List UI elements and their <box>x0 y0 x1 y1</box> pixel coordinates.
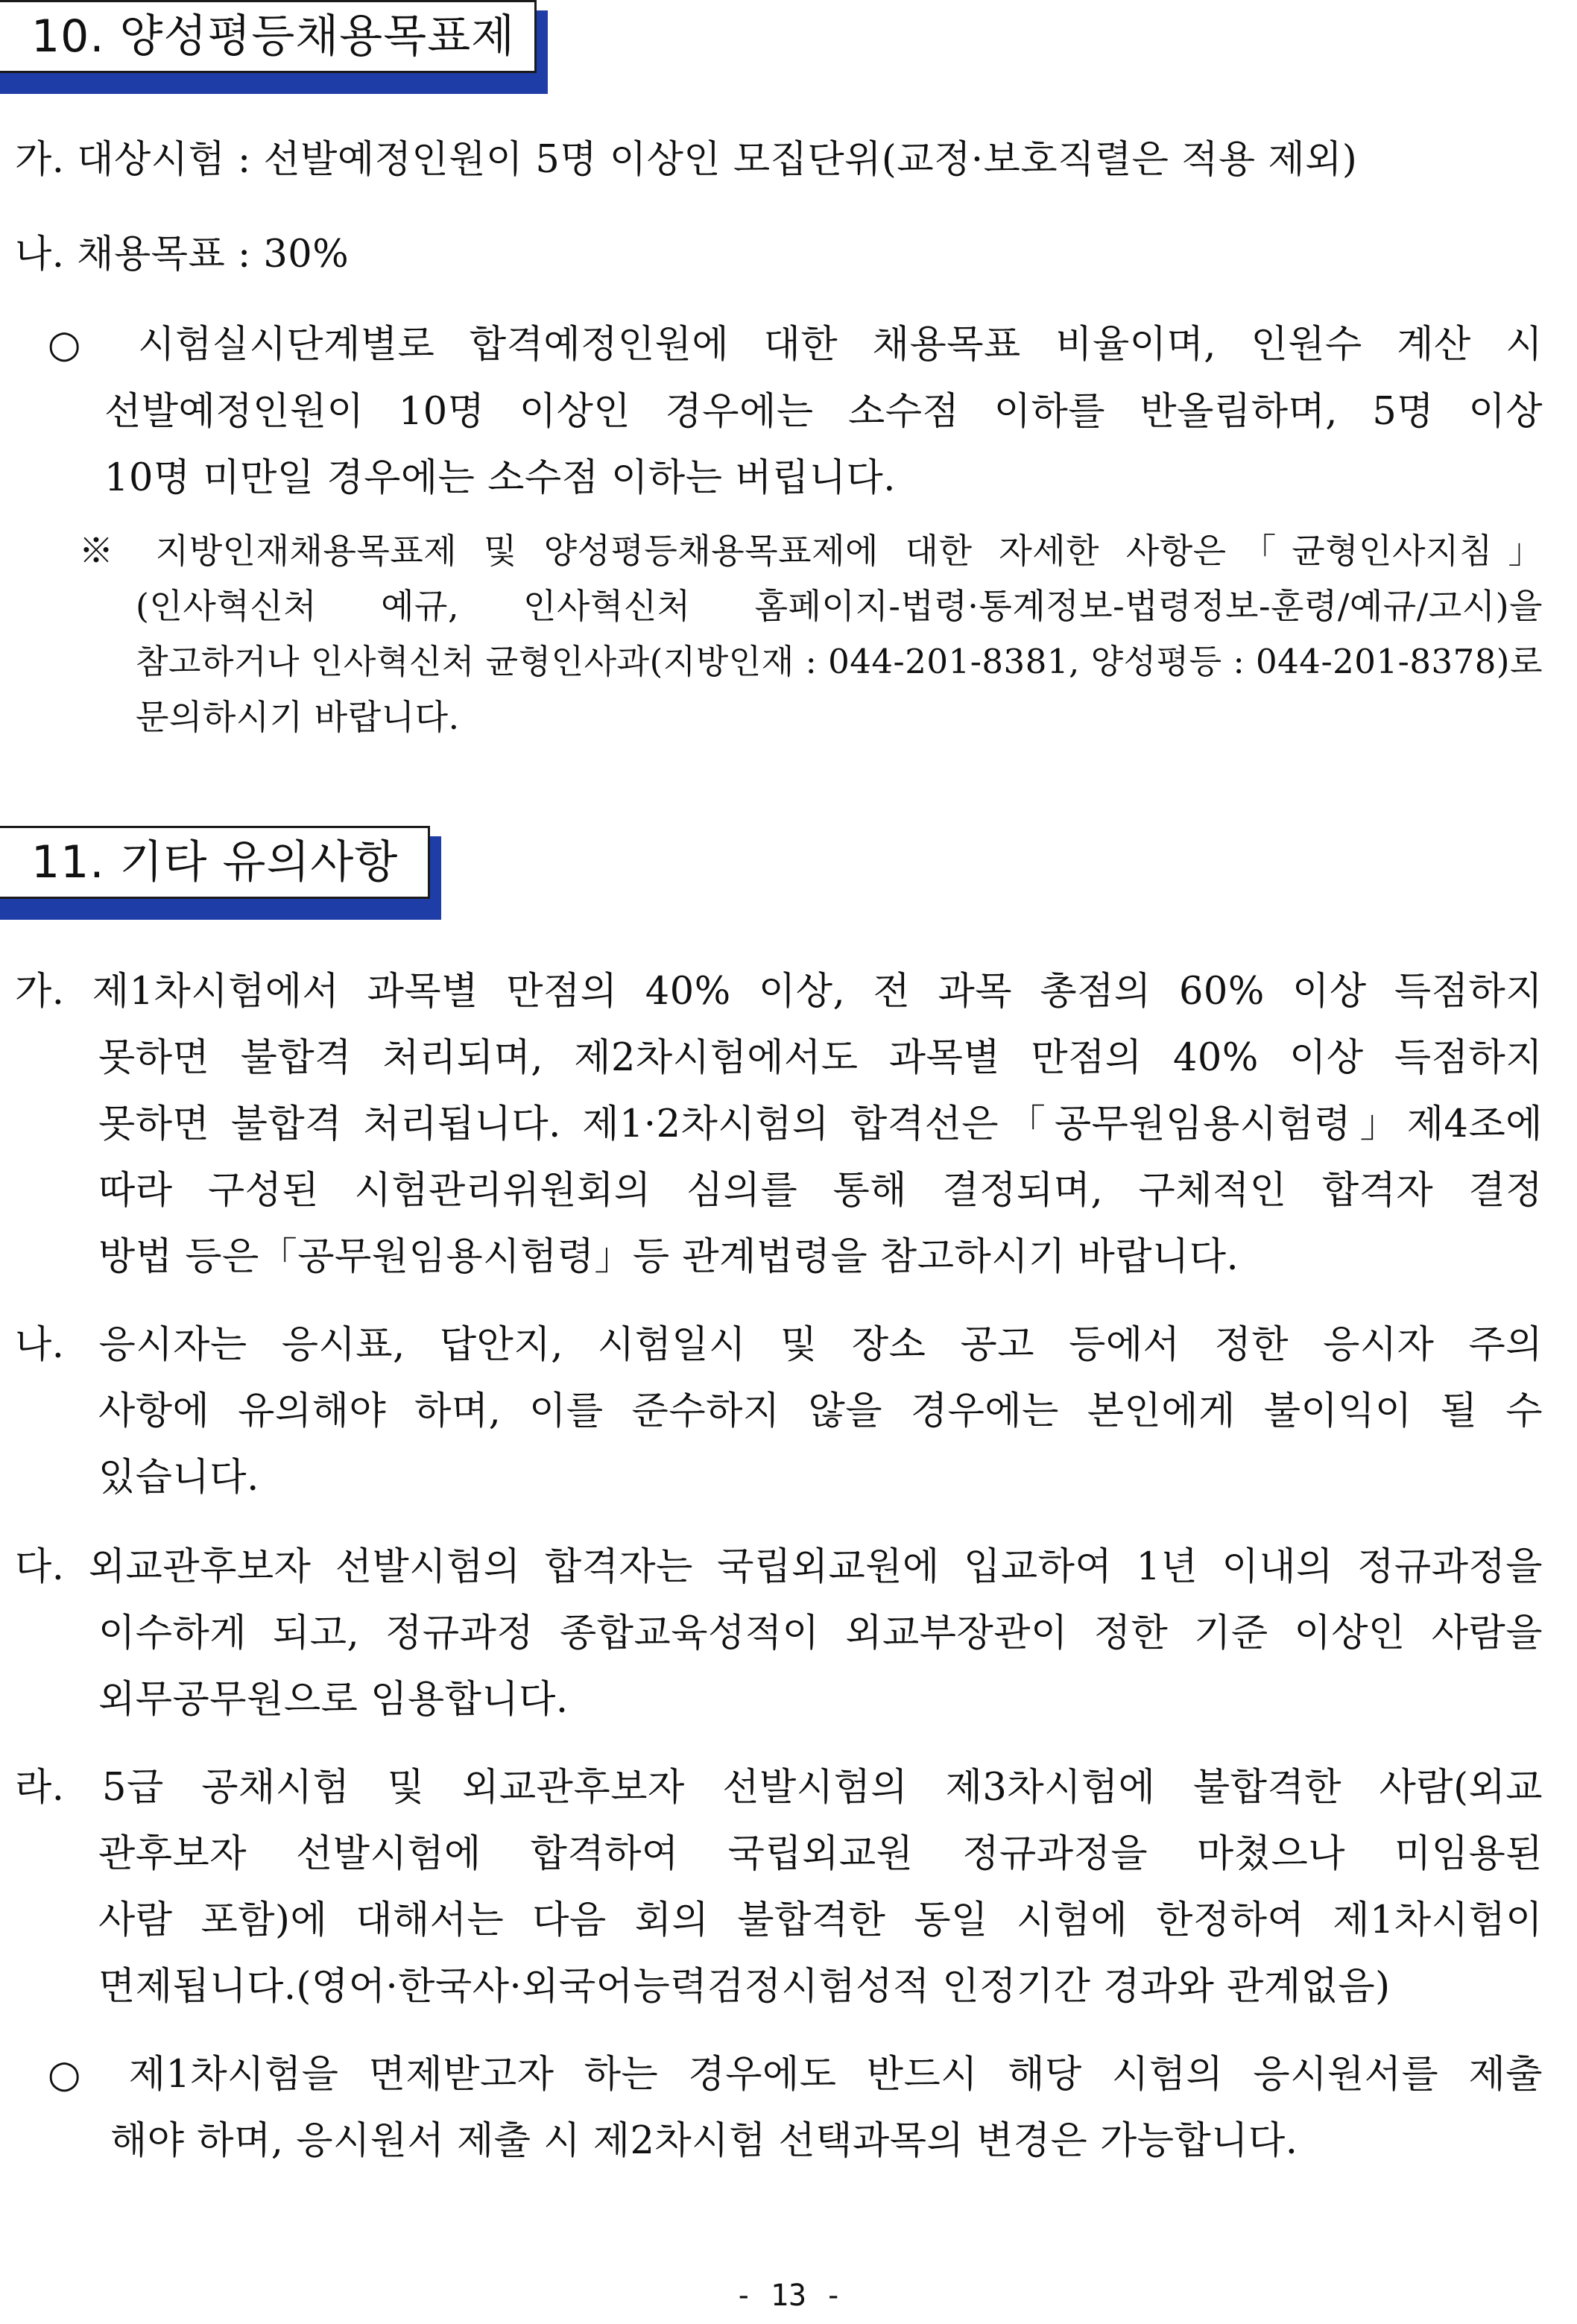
section-11-item-na-line-2: 사항에 유의해야 하며, 이를 준수하지 않을 경우에는 본인에게 불이익이 될 수 <box>98 1389 1543 1433</box>
section-11-item-ra-line-1: 라. 5급 공채시험 및 외교관후보자 선발시험의 제3차시험에 불합격한 사람(외교 <box>15 1766 1543 1810</box>
section-10-heading-text: 10. 양성평등채용목표제 <box>31 10 516 63</box>
section-10-note-line-3: 참고하거나 인사혁신처 균형인사과(지방인재 : 044-201-8381, 양성평등 : 044-201-8378)로 <box>136 642 1543 681</box>
section-11-item-da-line-1: 다. 외교관후보자 선발시험의 합격자는 국립외교원에 입교하여 1년 이내의 정규과정을 <box>15 1545 1543 1589</box>
section-10-item-na: 나. 채용목표 : 30% <box>15 233 350 277</box>
section-11-item-na-line-1: 나. 응시자는 응시표, 답안지, 시험일시 및 장소 공고 등에서 정한 응시자 주의 <box>15 1323 1543 1367</box>
section-10-note-line-2: (인사혁신처 예규, 인사혁신처 홈페이지-법령·통계정보-법령정보-훈령/예규/고시)을 <box>136 586 1543 626</box>
section-10-circle-line-3: 10명 미만일 경우에는 소수점 이하는 버립니다. <box>104 456 896 500</box>
section-11-item-ra-line-3: 사람 포함)에 대해서는 다음 회의 불합격한 동일 시험에 한정하여 제1차시험이 <box>98 1898 1543 1942</box>
section-11-circle-line-2: 해야 하며, 응시원서 제출 시 제2차시험 선택과목의 변경은 가능합니다. <box>110 2119 1298 2163</box>
section-10-item-ga: 가. 대상시험 : 선발예정인원이 5명 이상인 모집단위(교정·보호직렬은 적용 제외) <box>15 138 1358 182</box>
section-10-circle-line-2: 선발예정인원이 10명 이상인 경우에는 소수점 이하를 반올림하며, 5명 이상 <box>104 390 1543 434</box>
section-10-circle-line-1: ○ 시험실시단계별로 합격예정인원에 대한 채용목표 비율이며, 인원수 계산 시 <box>48 323 1543 367</box>
section-11-item-ga-line-5: 방법 등은「공무원임용시험령」등 관계법령을 참고하시기 바랍니다. <box>98 1235 1239 1279</box>
section-11-item-na-line-3: 있습니다. <box>98 1456 259 1500</box>
section-11-item-da-line-3: 외무공무원으로 임용합니다. <box>98 1678 569 1722</box>
section-11-circle-line-1: ○ 제1차시험을 면제받고자 하는 경우에도 반드시 해당 시험의 응시원서를 제출 <box>48 2053 1543 2097</box>
section-11-item-ga-line-2: 못하면 불합격 처리되며, 제2차시험에서도 과목별 만점의 40% 이상 득점하지 <box>98 1036 1543 1080</box>
section-11-item-ra-line-2: 관후보자 선발시험에 합격하여 국립외교원 정규과정을 마쳤으나 미임용된 <box>98 1832 1543 1876</box>
section-11-item-ga-line-3: 못하면 불합격 처리됩니다. 제1·2차시험의 합격선은「공무원임용시험령」제4조에 <box>98 1102 1543 1146</box>
section-11-item-ga-line-4: 따라 구성된 시험관리위원회의 심의를 통해 결정되며, 구체적인 합격자 결정 <box>98 1169 1543 1213</box>
section-11-item-ga-line-1: 가. 제1차시험에서 과목별 만점의 40% 이상, 전 과목 총점의 60% 이상 득점하지 <box>15 970 1543 1014</box>
section-11-item-ra-line-4: 면제됩니다.(영어·한국사·외국어능력검정시험성적 인정기간 경과와 관계없음) <box>98 1965 1391 2009</box>
section-11-heading-text: 11. 기타 유의사항 <box>31 836 399 888</box>
page-number: - 13 - <box>734 2279 843 2313</box>
section-11-item-da-line-2: 이수하게 되고, 정규과정 종합교육성적이 외교부장관이 정한 기준 이상인 사람을 <box>98 1611 1543 1655</box>
section-10-note-line-1: ※ 지방인재채용목표제 및 양성평등채용목표제에 대한 자세한 사항은「균형인사지침」 <box>79 531 1543 571</box>
section-10-note-line-4: 문의하시기 바랍니다. <box>136 697 460 737</box>
